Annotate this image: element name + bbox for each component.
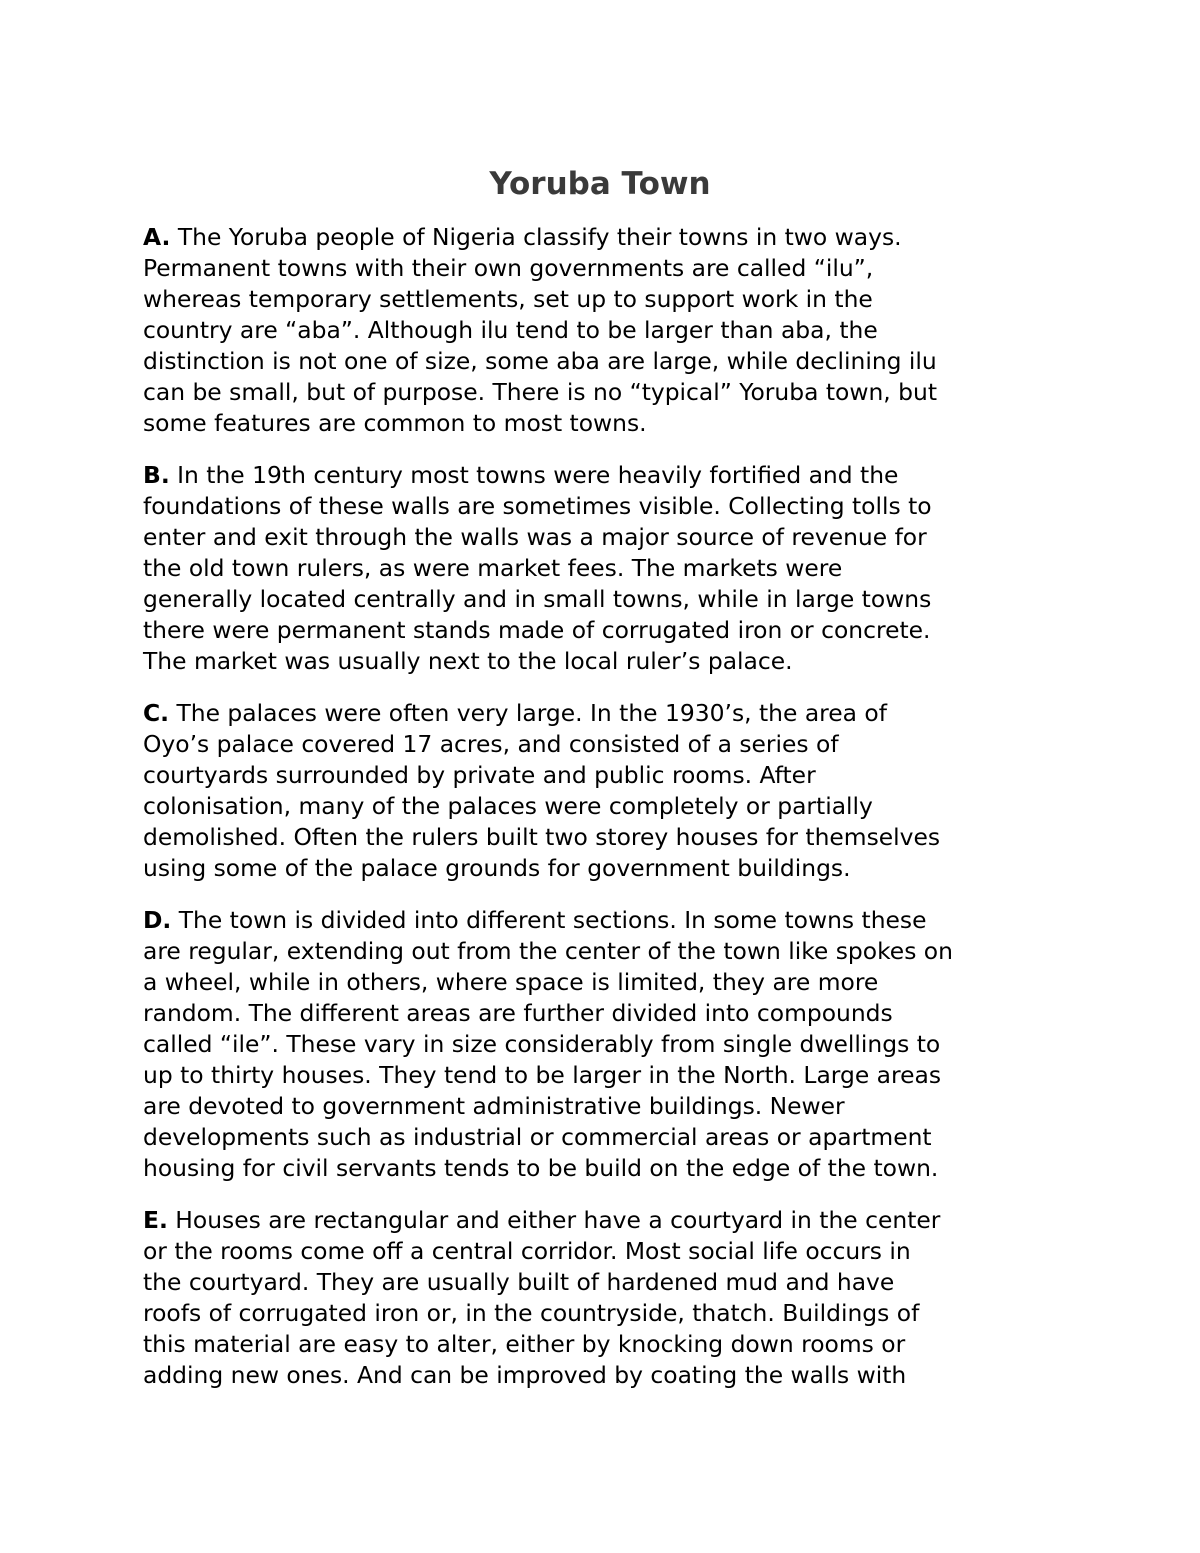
paragraph-line: or the rooms come off a central corridor. Most social life occurs in [143,1237,911,1265]
paragraph-line: enter and exit through the walls was a major source of revenue for [143,523,927,551]
paragraph-line: roofs of corrugated iron or, in the countryside, thatch. Buildings of [143,1299,920,1327]
paragraph-line: colonisation, many of the palaces were completely or partially [143,792,873,820]
paragraph [143,460,1083,677]
paragraph-letter: A. [143,223,171,251]
paragraph-line: developments such as industrial or commercial areas or apartment [143,1123,932,1151]
paragraph-line: using some of the palace grounds for government buildings. [143,854,851,882]
paragraph-line: the old town rulers, as were market fees. The markets were [143,554,843,582]
paragraph-line: housing for civil servants tends to be build on the edge of the town. [143,1154,939,1182]
paragraph-letter: D. [143,906,172,934]
paragraph-line: random. The different areas are further divided into compounds [143,999,893,1027]
paragraph-line: courtyards surrounded by private and public rooms. After [143,761,816,789]
paragraph-line: The palaces were often very large. In the 1930’s, the area of [169,699,887,727]
paragraph-line: the courtyard. They are usually built of hardened mud and have [143,1268,895,1296]
paragraph-line: Oyo’s palace covered 17 acres, and consisted of a series of [143,730,839,758]
paragraph-letter: C. [143,699,170,727]
paragraph-line: whereas temporary settlements, set up to support work in the [143,285,873,313]
paragraph-line: country are “aba”. Although ilu tend to be larger than aba, the [143,316,878,344]
paragraph-line: up to thirty houses. They tend to be larger in the North. Large areas [143,1061,942,1089]
paragraph-line: Houses are rectangular and either have a courtyard in the center [167,1206,941,1234]
paragraph-line: this material are easy to alter, either by knocking down rooms or [143,1330,906,1358]
paragraph-line: The market was usually next to the local ruler’s palace. [143,647,793,675]
paragraph-letter: E. [143,1206,168,1234]
paragraph [143,698,1083,884]
paragraph-line: are regular, extending out from the center of the town like spokes on [143,937,953,965]
paragraph-line: demolished. Often the rulers built two storey houses for themselves [143,823,941,851]
paragraph [143,222,1083,439]
paragraph-line: The Yoruba people of Nigeria classify their towns in two ways. [170,223,902,251]
document-body [143,222,1083,1412]
paragraph-line: there were permanent stands made of corrugated iron or concrete. [143,616,931,644]
paragraph-letter: B. [143,461,170,489]
paragraph-line: some features are common to most towns. [143,409,647,437]
paragraph-line: a wheel, while in others, where space is limited, they are more [143,968,879,996]
paragraph-line: distinction is not one of size, some aba are large, while declining ilu [143,347,937,375]
paragraph-line: generally located centrally and in small towns, while in large towns [143,585,932,613]
paragraph-line: The town is divided into different sections. In some towns these [171,906,927,934]
paragraph-line: called “ile”. These vary in size considerably from single dwellings to [143,1030,941,1058]
paragraph [143,1205,1083,1391]
paragraph-line: are devoted to government administrative buildings. Newer [143,1092,845,1120]
paragraph [143,905,1083,1184]
paragraph-line: In the 19th century most towns were heavily fortified and the [169,461,899,489]
paragraph-line: adding new ones. And can be improved by coating the walls with [143,1361,907,1389]
paragraph-line: Permanent towns with their own governments are called “ilu”, [143,254,874,282]
document-title: Yoruba Town [489,166,711,202]
paragraph-line: can be small, but of purpose. There is no “typical” Yoruba town, but [143,378,938,406]
paragraph-line: foundations of these walls are sometimes visible. Collecting tolls to [143,492,932,520]
